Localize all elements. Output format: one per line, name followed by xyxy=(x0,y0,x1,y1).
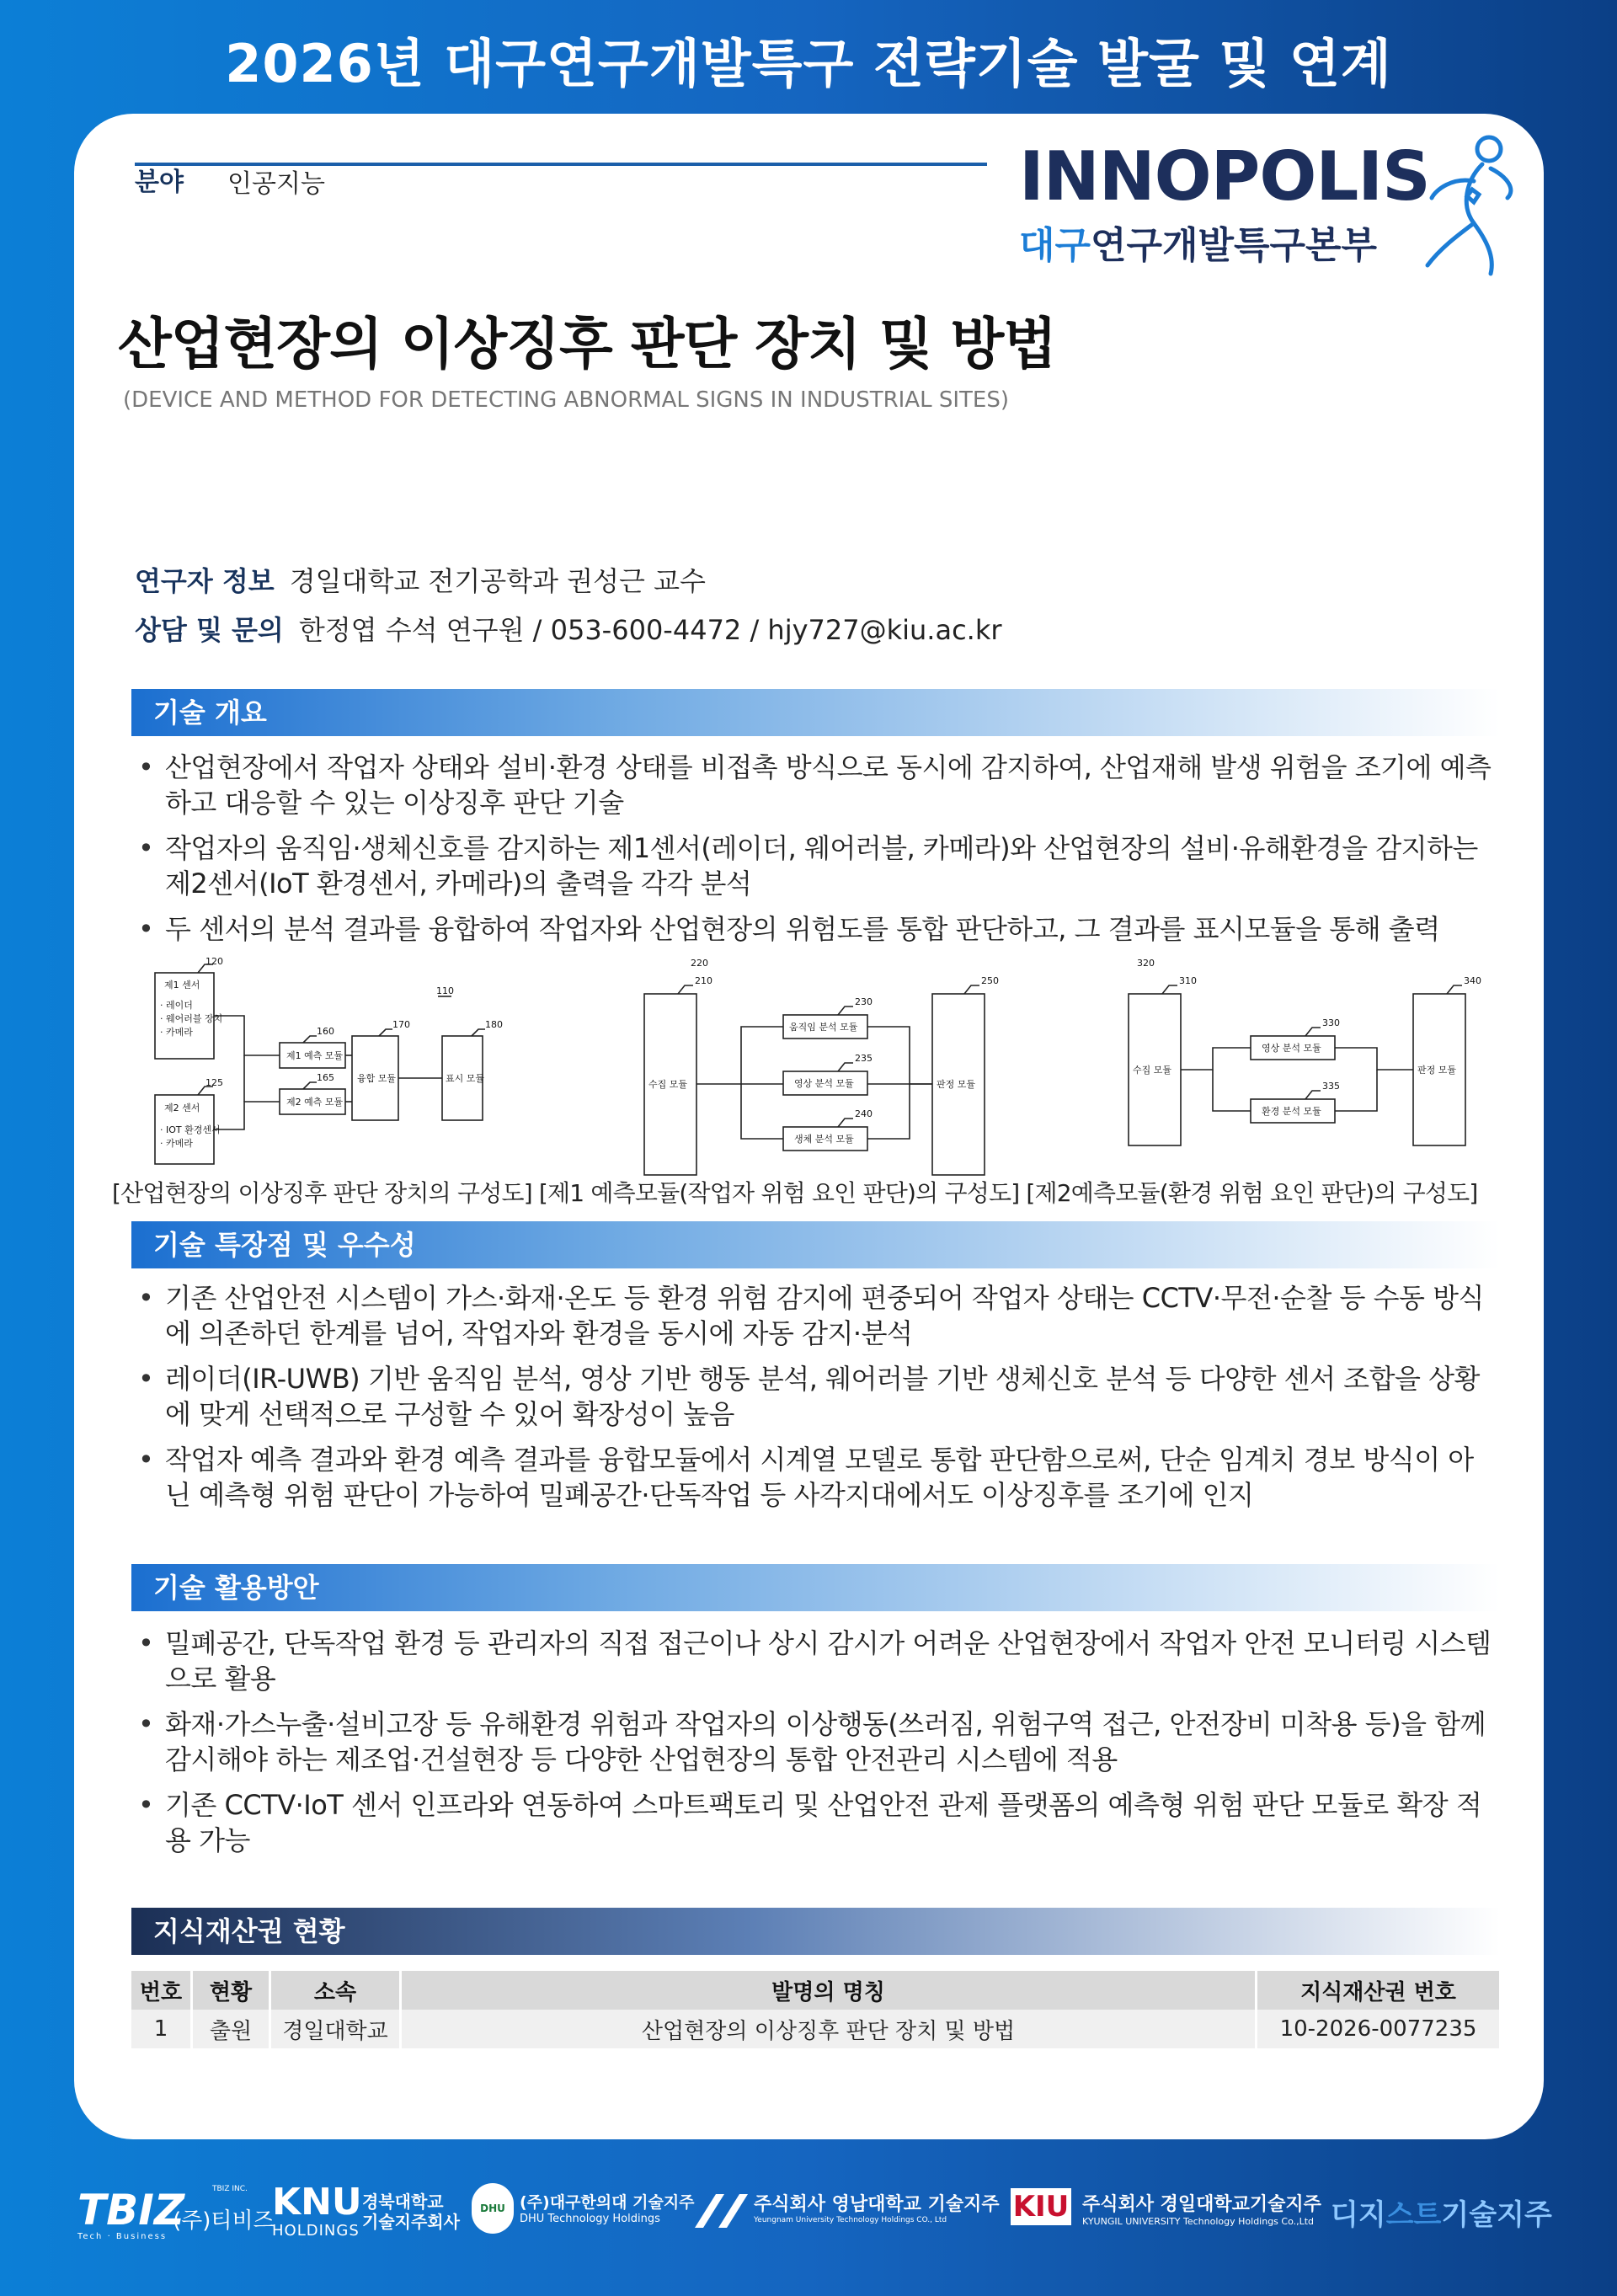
d1-p2: 제2 예측 모듈 xyxy=(286,1097,344,1108)
list-item: • 기존 CCTV·IoT 센서 인프라와 연동하여 스마트팩토리 및 산업안전 관제 플랫폼의 예측형 위험 판단 모듈로 확장 적용 가능 xyxy=(133,1787,1497,1858)
kiu-emblem: KIU xyxy=(1011,2188,1071,2225)
knu-korean-1: 경북대학교 xyxy=(362,2192,444,2212)
contact-label: 상담 및 문의 xyxy=(135,614,284,646)
d3-ref: 320 xyxy=(1137,958,1155,969)
d2-c-ref: 210 xyxy=(695,975,712,986)
overview-heading: 기술 개요 xyxy=(131,689,1500,736)
d2-a3-ref: 240 xyxy=(855,1108,873,1119)
col-header: 현황 xyxy=(192,1971,270,2010)
dgist-c: 기술지주 xyxy=(1441,2198,1552,2232)
caption-2: [제1 예측모듈(작업자 위험 요인 판단)의 구성도] xyxy=(538,1179,1020,1207)
tbiz-korean: (주)티비즈 xyxy=(173,2208,275,2234)
kiu-korean: 주식회사 경일대학교기술지주 xyxy=(1082,2194,1321,2215)
col-header: 지식재산권 번호 xyxy=(1257,1971,1501,2010)
innopolis-logo xyxy=(1019,131,1524,299)
d1-p2-ref: 165 xyxy=(317,1072,334,1083)
diagram-captions xyxy=(112,1175,1527,1209)
tbiz-tagline: Tech · Business xyxy=(77,2232,168,2241)
d1-s1-item: · 레이더 xyxy=(160,1000,193,1011)
list-item: • 밀폐공간, 단독작업 환경 등 관리자의 직접 접근이나 상시 감시가 어려운 산업현장에서 작업자 안전 모니터링 시스템으로 활용 xyxy=(133,1626,1497,1696)
col-header: 번호 xyxy=(131,1971,192,2010)
table-cell: 경일대학교 xyxy=(270,2010,401,2048)
d1-ref: 110 xyxy=(436,985,454,996)
list-item: • 화재·가스누출·설비고장 등 유해환경 위험과 작업자의 이상행동(쓰러짐, 위험구역 접근, 안전장비 미착용 등)을 함께 감시해야 하는 제조업·건설현장 등 다양한 산업현장의 통합 안전관리 시스템에 적용 xyxy=(133,1706,1497,1777)
dgist-logo xyxy=(1331,2192,1552,2233)
logo-main-text: INNOPOLIS xyxy=(1019,137,1430,216)
yu-english: Yeungnam University Technology Holdings CO., Ltd xyxy=(754,2216,947,2224)
logo-sub-rest: 연구개발특구본부 xyxy=(1091,224,1378,267)
yu-logo xyxy=(754,2190,1000,2224)
d3-j: 판정 모듈 xyxy=(1417,1065,1457,1076)
knu-korean xyxy=(362,2192,460,2232)
d1-p1-ref: 160 xyxy=(317,1026,334,1037)
d3-a1-ref: 330 xyxy=(1322,1017,1340,1028)
d3-a2-ref: 335 xyxy=(1322,1081,1340,1092)
logo-sub-text xyxy=(1019,215,1377,269)
ip-heading: 지식재산권 현황 xyxy=(131,1908,1500,1955)
caption-1: [산업현장의 이상징후 판단 장치의 구성도] xyxy=(112,1179,532,1207)
d2-c: 수집 모듈 xyxy=(648,1079,688,1090)
d1-s2-ref: 125 xyxy=(205,1077,223,1088)
d1-p1: 제1 예측 모듈 xyxy=(286,1050,344,1061)
d3-a2: 환경 분석 모듈 xyxy=(1262,1106,1321,1117)
list-item: • 작업자의 움직임·생체신호를 감지하는 제1센서(레이더, 웨어러블, 카메라)와 산업현장의 설비·유해환경을 감지하는 제2센서(IoT 환경센서, 카메라)의 출력을 각각 분석 xyxy=(133,830,1497,901)
contact-info xyxy=(135,609,1002,648)
table-cell: 10-2026-0077235 xyxy=(1257,2010,1501,2048)
tbiz-wordmark: TBIZ xyxy=(77,2186,185,2235)
d2-a3: 생체 분석 모듈 xyxy=(794,1134,854,1145)
tbiz-logo xyxy=(77,2188,184,2241)
applications-heading: 기술 활용방안 xyxy=(131,1564,1500,1611)
list-item: • 작업자 예측 결과와 환경 예측 결과를 융합모듈에서 시계열 모델로 통합 판단함으로써, 단순 임계치 경보 방식이 아닌 예측형 위험 판단이 가능하여 밀폐공간·단독작업 등 사각지대에서도 이상징후를 조기에 인지 xyxy=(133,1442,1497,1513)
page-subtitle: (DEVICE AND METHOD FOR DETECTING ABNORMAL SIGNS IN INDUSTRIAL SITES) xyxy=(123,387,1009,413)
block-diagrams xyxy=(118,956,1508,1209)
overview-list xyxy=(133,750,1497,957)
d3-j-ref: 340 xyxy=(1464,975,1481,986)
d3-c-ref: 310 xyxy=(1179,975,1197,986)
d2-j-ref: 250 xyxy=(981,975,999,986)
dgist-a: 디지 xyxy=(1331,2198,1386,2232)
logo-sub-accent: 대구 xyxy=(1019,224,1091,267)
table-cell: 출원 xyxy=(192,2010,270,2048)
col-header: 소속 xyxy=(270,1971,401,2010)
d1-f-ref: 170 xyxy=(392,1019,410,1030)
d2-a2-ref: 235 xyxy=(855,1053,873,1064)
list-item: • 산업현장에서 작업자 상태와 설비·환경 상태를 비접촉 방식으로 동시에 감지하여, 산업재해 발생 위험을 조기에 예측하고 대응할 수 있는 이상징후 판단 기술 xyxy=(133,750,1497,820)
dhu-english: DHU Technology Holdings xyxy=(520,2213,660,2225)
knu-logo xyxy=(272,2183,362,2240)
researcher-label: 연구자 정보 xyxy=(135,565,275,597)
page-title: 산업현장의 이상징후 판단 장치 및 방법 xyxy=(118,312,1056,376)
footer-logos xyxy=(0,2173,1617,2274)
col-header: 발명의 명칭 xyxy=(401,1971,1257,2010)
dgist-b: 스트 xyxy=(1385,2198,1442,2232)
applications-list xyxy=(133,1626,1497,1868)
d3-c: 수집 모듈 xyxy=(1133,1065,1172,1076)
d1-disp-ref: 180 xyxy=(485,1019,503,1030)
knu-wordmark: KNU xyxy=(272,2181,362,2224)
tbiz-small: TBIZ INC. xyxy=(212,2185,248,2193)
researcher-info xyxy=(135,560,706,599)
d1-s2-title: 제2 센서 xyxy=(164,1103,200,1113)
dhu-emblem: DHU xyxy=(472,2183,514,2234)
contact-value: 한정엽 수석 연구원 / 053-600-4472 / hjy727@kiu.ac.kr xyxy=(298,614,1002,646)
running-figure-icon xyxy=(1415,131,1524,282)
table-row xyxy=(131,2010,1501,2048)
d1-s1-item: · 웨어러블 장치 xyxy=(160,1013,223,1024)
d1-f: 융합 모듈 xyxy=(357,1073,397,1084)
kiu-english: KYUNGIL UNIVERSITY Technology Holdings Co.,Ltd xyxy=(1082,2216,1315,2227)
kiu-logo xyxy=(1082,2190,1321,2227)
d3-a1: 영상 분석 모듈 xyxy=(1262,1043,1321,1054)
d1-disp: 표시 모듈 xyxy=(446,1073,485,1084)
d2-a1: 움직임 분석 모듈 xyxy=(789,1022,858,1033)
ip-table xyxy=(131,1971,1502,2048)
d1-s2-item: · 카메라 xyxy=(160,1138,193,1149)
table-cell: 1 xyxy=(131,2010,192,2048)
yu-korean: 주식회사 영남대학교 기술지주 xyxy=(754,2194,1000,2215)
table-header-row xyxy=(131,1971,1501,2010)
dhu-logo xyxy=(520,2190,695,2225)
table-cell: 산업현장의 이상징후 판단 장치 및 방법 xyxy=(401,2010,1257,2048)
knu-holdings: HOLDINGS xyxy=(272,2222,360,2240)
d1-s2-item: · IOT 환경센서 xyxy=(160,1124,221,1135)
dhu-korean: (주)대구한의대 기술지주 xyxy=(520,2193,695,2212)
features-list xyxy=(133,1280,1497,1523)
d2-ref: 220 xyxy=(691,958,708,969)
list-item: • 기존 산업안전 시스템이 가스·화재·온도 등 환경 위험 감지에 편중되어 작업자 상태는 CCTV·무전·순찰 등 수동 방식에 의존하던 한계를 넘어, 작업자와 환경을 동시에 자동 감지·분석 xyxy=(133,1280,1497,1351)
researcher-value: 경일대학교 전기공학과 권성근 교수 xyxy=(289,565,706,597)
knu-korean-2: 기술지주회사 xyxy=(362,2212,460,2232)
field-value: 인공지능 xyxy=(227,169,325,199)
d1-s1-ref: 120 xyxy=(205,956,223,967)
list-item: • 레이더(IR-UWB) 기반 움직임 분석, 영상 기반 행동 분석, 웨어러블 기반 생체신호 분석 등 다양한 센서 조합을 상황에 맞게 선택적으로 구성할 수 있어 확장성이 높음 xyxy=(133,1361,1497,1432)
d2-a1-ref: 230 xyxy=(855,996,873,1007)
features-heading: 기술 특장점 및 우수성 xyxy=(131,1221,1500,1268)
content-card xyxy=(74,114,1544,2139)
field-label: 분야 xyxy=(135,168,184,197)
list-item: • 두 센서의 분석 결과를 융합하여 작업자와 산업현장의 위험도를 통합 판단하고, 그 결과를 표시모듈을 통해 출력 xyxy=(133,911,1497,947)
yu-emblem-icon xyxy=(686,2190,750,2232)
d1-s1-item: · 카메라 xyxy=(160,1027,193,1038)
d2-a2: 영상 분석 모듈 xyxy=(794,1078,854,1089)
banner-title: 2026년 대구연구개발특구 전략기술 발굴 및 연계 xyxy=(225,32,1392,94)
d1-s1-title: 제1 센서 xyxy=(164,980,200,990)
caption-3: [제2예측모듈(환경 위험 요인 판단)의 구성도] xyxy=(1026,1179,1478,1207)
d2-j: 판정 모듈 xyxy=(937,1079,976,1090)
